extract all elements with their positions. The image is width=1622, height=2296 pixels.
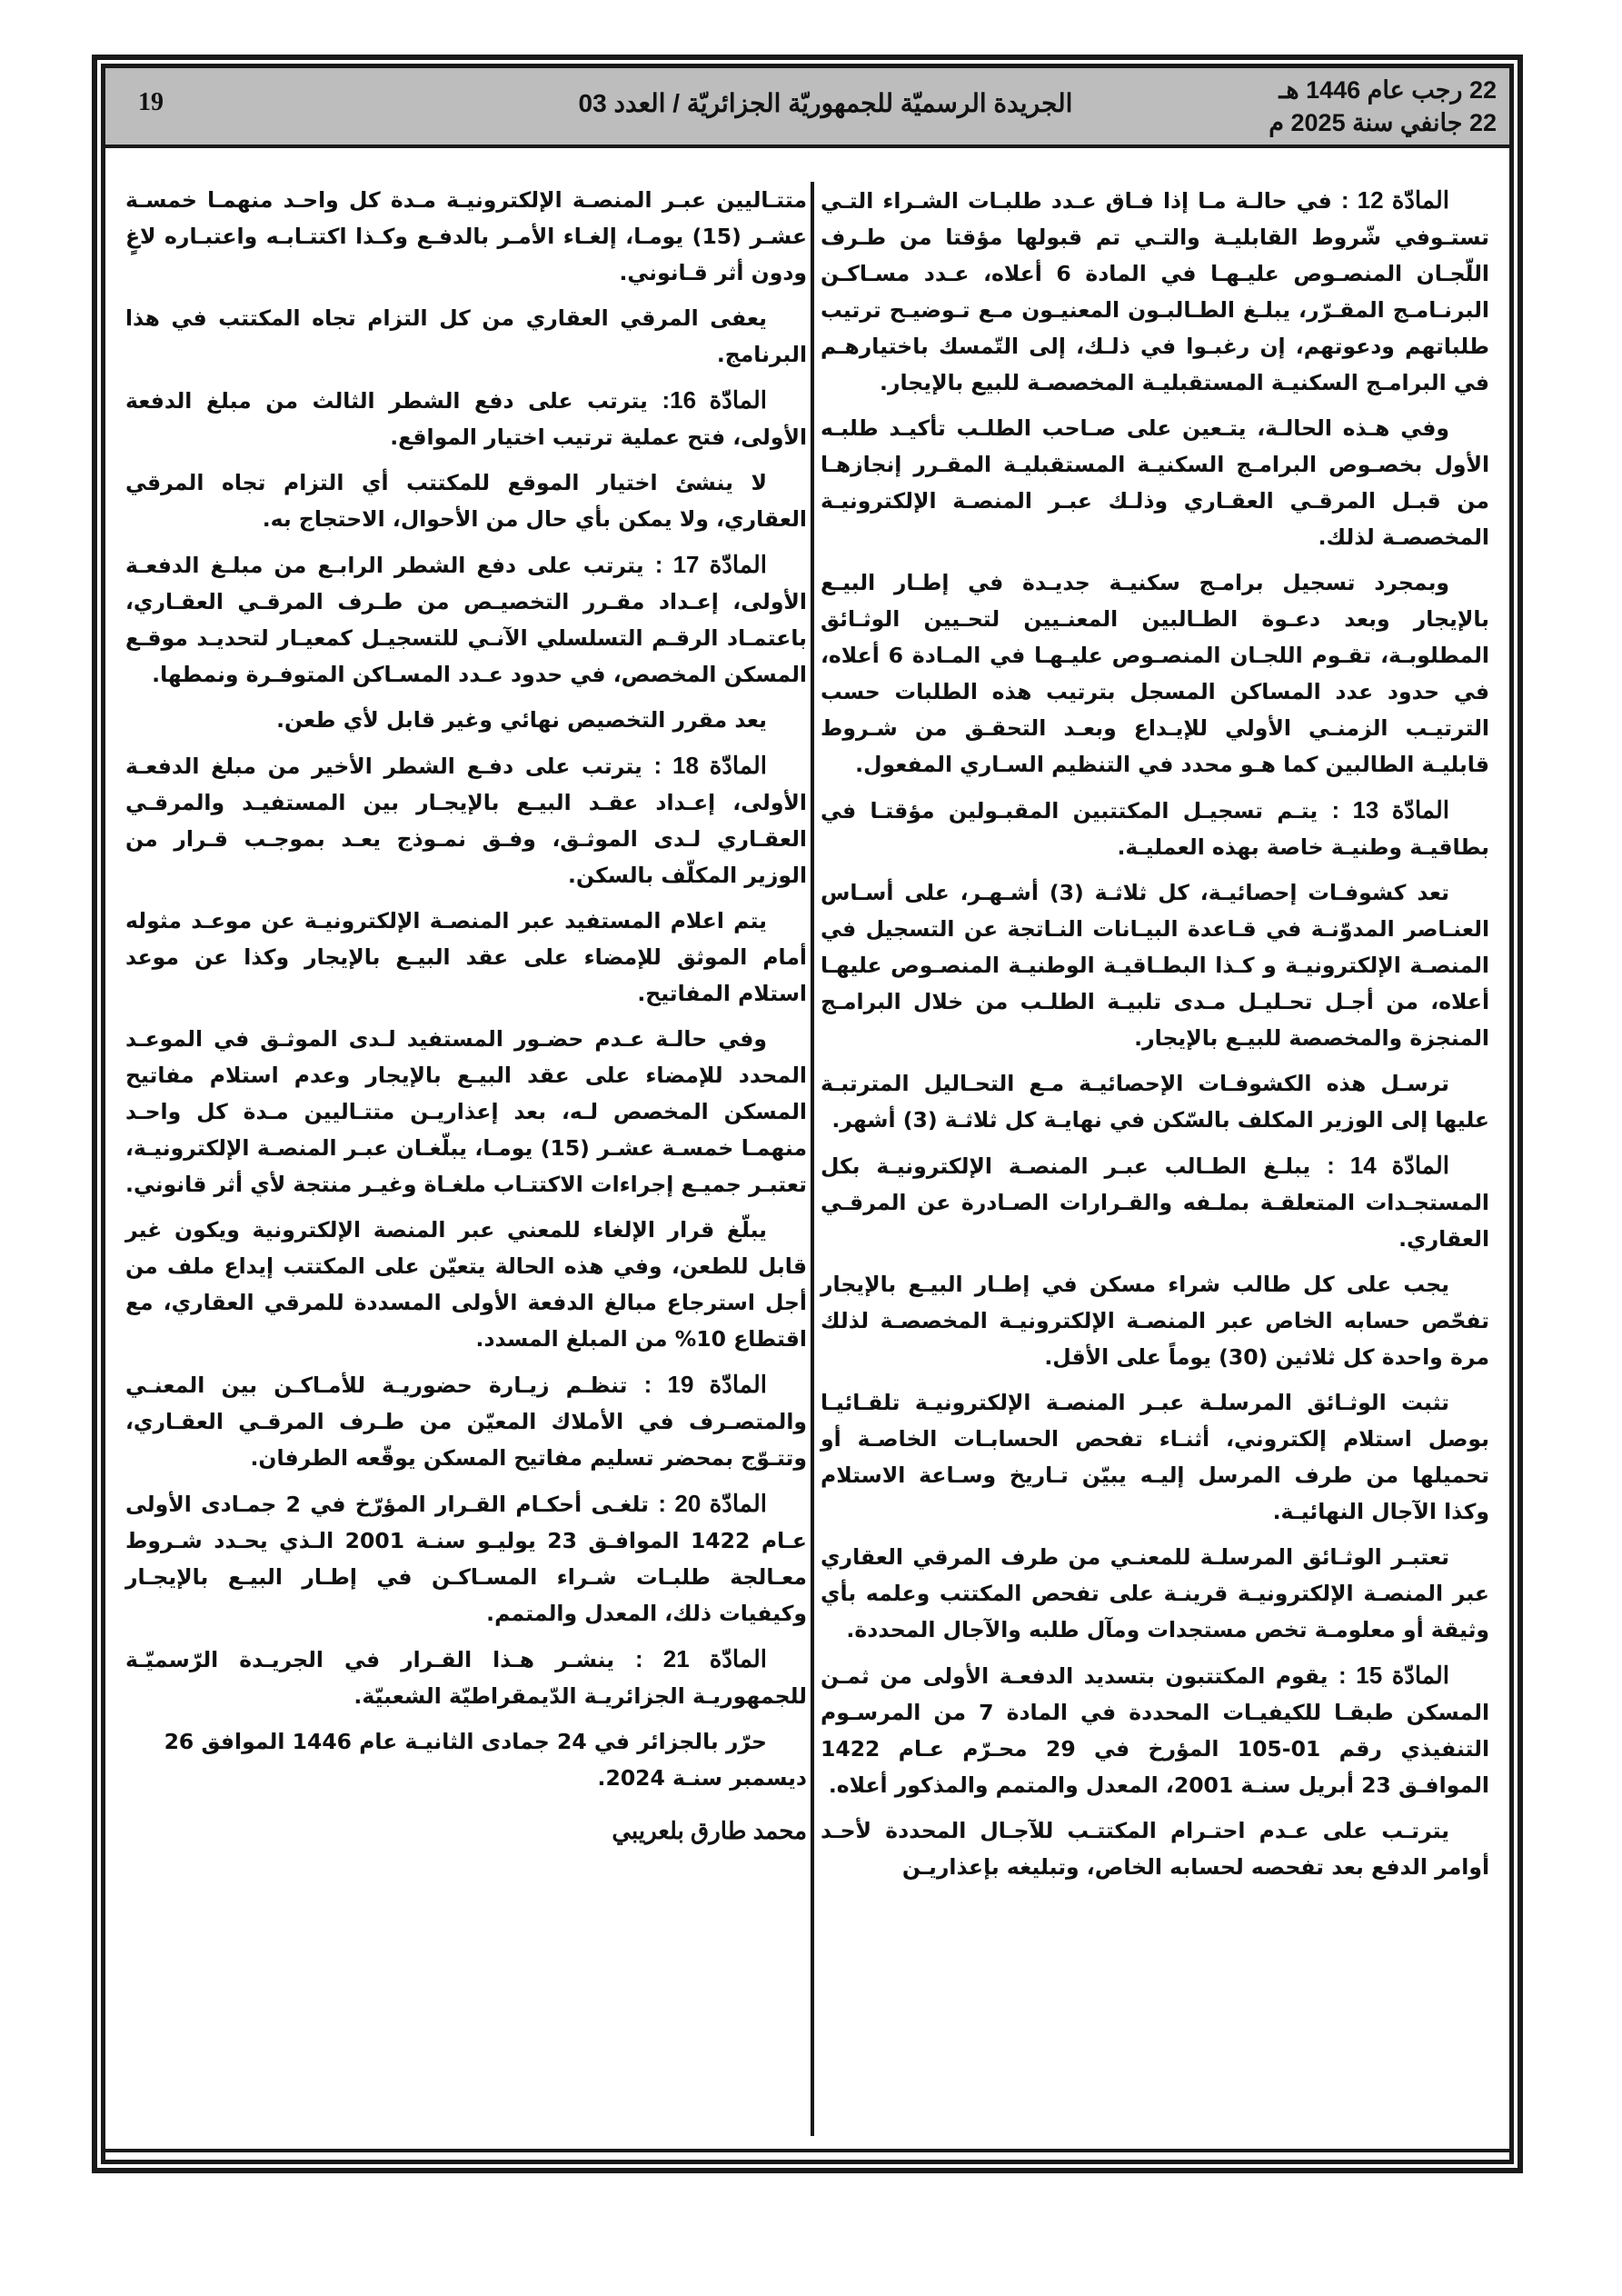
- paragraph-text: متتـاليين عبـر المنصـة الإلكترونيـة مـدة كل واحـد منهمـا خمسـة عشـر (15) يومـا، إلغـاء الأمـر بالدفـع وكـذا اكتتـابـه واعتبـاره لاغٍ ودون أثر قـانوني.: [125, 187, 807, 285]
- paragraph: [125, 903, 807, 1012]
- bottom-rule: [105, 2149, 1509, 2160]
- article-label: المادّة 14 :: [1327, 1152, 1449, 1179]
- paragraph-text: يتـم تسجيـل المكتتبين المقبـولين مؤقتـا في بطاقيـة وطنيـة خاصة بهذه العمليـة.: [821, 798, 1489, 860]
- paragraph-text: تعد كشوفـات إحصائيـة، كل ثلاثـة (3) أشـهـر، على أسـاس العنـاصر المدوّنـة في قـاعدة البيـانات النـاتجة عن التسجيل في المنصـة الإلكترونيـة و كـذا البطـاقيـة الوطنيـة المنصـوص عليهـا أعلاه، من أجـل تحـليـل مـدى تلبيـة الطلـب من خلال البرامـج المنجزة والمخصصة للبيـع بالإيجار.: [821, 880, 1489, 1051]
- article-label: المادّة 12 :: [1340, 186, 1449, 214]
- paragraph-text: وفي حالـة عـدم حضـور المستفيد لـدى الموثـق في الموعـد المحدد للإمضاء على عقد البيـع بالإيجار وعدم استلام مفاتيح المسكن المخصص لـه، بعد إعذاريـن متتـاليين مـدة كل واحـد منهمـا خمسـة عشـر (15) يومـا، يبلّغـان عبـر المنصـة الإلكترونيـة، تعتبـر جميـع إجراءات الاكتتـاب ملغـاة وغيـر منتجة لأي أثر قانوني.: [125, 1026, 807, 1197]
- article-paragraph: [821, 792, 1489, 865]
- paragraph-text: وفي هـذه الحالـة، يتـعين على صـاحب الطلـب تأكيـد طلبـه الأول بخصـوص البرامـج السكنيـة المستقبليـة المقـرر إنجازهـا من قبـل المرقـي العقـاري وذلـك عبـر المنصـة الإلكترونيـة المخصصـة لذلك.: [821, 415, 1489, 550]
- paragraph-text: يقوم المكتتبون بتسديد الدفعـة الأولى من ثمـن المسكن طبقـا للكيفيـات المحددة في المادة 7 من المرسـوم التنفيذي رقم 01-105 المؤرخ في 29 محـرّم عـام 1422 الموافـق 23 أبريل سنـة 2001، المعدل والمتمم والمذكور أعلاه.: [821, 1663, 1489, 1798]
- article-paragraph: [125, 747, 807, 893]
- paragraph-text: يبلـغ الطـالب عبـر المنصـة الإلكترونيـة بكل المستجـدات المتعلقـة بملـفه والقـرارات الصـادرة عن المرقـي العقاري.: [821, 1153, 1489, 1252]
- article-paragraph: [125, 1485, 807, 1632]
- paragraph: [125, 464, 807, 537]
- page-number: 19: [138, 88, 164, 116]
- article-label: المادّة 20 :: [658, 1490, 767, 1517]
- gazette-title: الجريدة الرسميّة للجمهوريّة الجزائريّة / العدد 03: [578, 89, 1073, 117]
- hijri-date: 22 رجب عام 1446 هـ: [1279, 76, 1497, 104]
- paragraph-text: يترتـب على عـدم احتـرام المكتتـب للآجـال المحددة لأحـد أوامر الدفع بعد تفحصه لحسابه الخاص، وتبليغه بإعذاريـن: [821, 1818, 1489, 1880]
- paragraph-text: يترتب على دفع الشطر الثالث من مبلغ الدفعة الأولى، فتح عملية ترتيب اختيار المواقع.: [125, 388, 807, 450]
- paragraph: [125, 1212, 807, 1357]
- left-column: [125, 182, 807, 1858]
- article-paragraph: [821, 182, 1489, 401]
- paragraph: [821, 1384, 1489, 1530]
- paragraph-text: وبمجرد تسجيل برامـج سكنيـة جديـدة في إطـار البيـع بالإيجار وبعد دعـوة الطـالبين المعنـيين لتحـيين الوثـائق المطلوبـة، تقـوم اللجـان المنصـوص عليـهـا في المـادة 6 أعلاه، في حدود عدد المساكن المسجل بترتيب هذه الطلبات حسب الترتيـب الزمنـي الأولي للإيـداع وبعـد التحقـق من شـروط قابليـة الطالبين كما هـو محدد في التنظيم السـاري المفعول.: [821, 570, 1489, 777]
- paragraph: [125, 1021, 807, 1203]
- paragraph-text: يتم اعلام المستفيد عبر المنصـة الإلكترونيـة عن موعـد مثوله أمام الموثق للإمضاء على عقد البيـع بالإيجار وكذا عن موعد استلام المفاتيح.: [125, 908, 807, 1006]
- paragraph-text: تثبت الوثـائق المرسلـة عبـر المنصـة الإلكترونيـة تلقـائيـا بوصل استلام إلكتروني، أثنـاء تفحص الحسابـات الخاصـة أو تحميلها من طرف المرسل إليـه يبيّن تـاريخ وسـاعة الاستلام وكذا الآجال النهائيـة.: [821, 1390, 1489, 1524]
- paragraph-text: ينشـر هـذا القـرار في الجريـدة الرّسميّـة للجمهوريـة الجزائريـة الدّيمقراطيّة الشعبيّة.: [125, 1647, 807, 1709]
- article-label: المادّة 19 :: [643, 1371, 767, 1398]
- article-label: المادّة 21 :: [635, 1645, 768, 1672]
- column-divider: [811, 182, 814, 2136]
- paragraph-text: تعتبـر الوثـائق المرسلـة للمعنـي من طرف المرقي العقاري عبر المنصـة الإلكترونيـة قرينـة على تفحص المكتتب وعلمه بأي وثيقة أو معلومـة تخص مستجدات ومآل طلبه والآجال المحددة.: [821, 1544, 1489, 1642]
- paragraph-text: حرّر بالجزائر في 24 جمادى الثانيـة عام 1446 الموافق 26 ديسمبر سنـة 2024.: [164, 1729, 807, 1791]
- paragraph-text: يترتب على دفـع الشطر الأخير من مبلغ الدفعـة الأولى، إعـداد عقـد البيـع بالإيجـار بين المستفيـد والمرقـي العقـاري لـدى الموثـق، وفـق نمـوذج يعـد بموجـب قـرار من الوزير المكلّف بالسكن.: [125, 754, 807, 888]
- paragraph-text: يترتب على دفع الشطر الرابـع من مبلـغ الدفعـة الأولى، إعـداد مقـرر التخصيـص من طـرف المرقـي العقـاري، باعتمـاد الرقـم التسلسلي الآنـي للتسجيـل كمعيـار لتحديـد موقـع المسكن المخصص، في حدود عـدد المسـاكن المتوفـرة ونمطها.: [125, 553, 807, 687]
- paragraph-text: يبلّغ قرار الإلغاء للمعني عبر المنصة الإلكترونية ويكون غير قابل للطعن، وفي هذه الحالة يتعيّن على المكتتب إيداع ملف من أجل استرجاع مبالغ الدفعة الأولى المسددة للمرقي العقاري، مع اقتطاع 10% من المبلغ المسدد.: [125, 1217, 807, 1352]
- page-frame-inner: [101, 64, 1514, 2164]
- article-label: المادّة 15 :: [1338, 1662, 1450, 1689]
- paragraph-text: في حالـة مـا إذا فـاق عـدد طلبـات الشـراء التـي تستـوفي شّروط القابليـة والتـي تم قبولها مؤقتا من طـرف اللّجـان المنصـوص عليـهـا في المادة 6 أعلاه، عـدد مسـاكـن البرنـامـج المقـرّر، يبلـغ الطـالبـون المعنيـون مـع تـوضيـح ترتيب طلباتهم ودعوتهم، إن رغبـوا في ذلـك، إلى التّمسك باختيارهـم في البرامـج السكنيـة المستقبليـة المخصصـة للبيع بالإيجار.: [821, 188, 1489, 395]
- paragraph-text: ترسـل هذه الكشوفـات الإحصائيـة مـع التحـاليل المترتبـة عليها إلى الوزير المكلف بالسّكن في نهايـة كل ثلاثـة (3) أشهر.: [821, 1071, 1489, 1133]
- paragraph: [821, 564, 1489, 783]
- gregorian-date: 22 جانفي سنة 2025 م: [1269, 109, 1497, 136]
- article-label: المادّة 16:: [662, 386, 767, 414]
- paragraph-text: يعفى المرقي العقاري من كل التزام تجاه المكتتب في هذا البرنامج.: [125, 305, 807, 367]
- page-frame-outer: [92, 55, 1523, 2173]
- signature-name: محمد طارق بلعريبي: [612, 1817, 807, 1844]
- article-paragraph: [125, 382, 807, 455]
- right-column: [821, 182, 1489, 1894]
- gazette-header: [105, 68, 1509, 148]
- article-label: المادّة 17 :: [654, 551, 767, 578]
- paragraph-text: يعد مقرر التخصيص نهائي وغير قابل لأي طعن.: [276, 707, 767, 733]
- paragraph: [125, 702, 807, 738]
- paragraph-text: تلغـى أحكـام القـرار المؤرّخ في 2 جمـادى الأولى عـام 1422 الموافـق 23 يوليـو سنـة 2001 الـذي يحـدد شـروط معـالجة طلبـات شـراء المسـاكـن في إطـار البيـع بالإيجـار وكيفيات ذلك، المعدل والمتمم.: [125, 1492, 807, 1626]
- paragraph: [821, 1266, 1489, 1375]
- paragraph: [821, 1539, 1489, 1648]
- paragraph: [125, 300, 807, 373]
- article-paragraph: [125, 546, 807, 693]
- paragraph: [821, 410, 1489, 555]
- article-label: المادّة 18 :: [653, 752, 767, 779]
- article-paragraph: [821, 1147, 1489, 1257]
- paragraph-text: يجب على كل طالب شراء مسكن في إطـار البيـع بالإيجار تفحّص حسابه الخاص عبر المنصـة الإلكترونيـة المخصصـة لذلك مرة واحدة كل ثلاثين (30) يوماً على الأقل.: [821, 1272, 1489, 1370]
- paragraph: [821, 874, 1489, 1056]
- paragraph-text: تنظـم زيـارة حضوريـة للأمـاكـن بين المعنـي والمتصـرف في الأملاك المعيّن من طـرف المرقـي العقـاري، وتتـوّج بمحضر تسليم مفاتيح المسكن يوقّعه الطرفان.: [125, 1373, 807, 1471]
- article-label: المادّة 13 :: [1331, 796, 1450, 824]
- paragraph-text: لا ينشئ اختيار الموقع للمكتتب أي التزام تجاه المرقي العقاري، ولا يمكن بأي حال من الأحوال، الاحتجاج به.: [125, 470, 807, 532]
- article-paragraph: [125, 1641, 807, 1714]
- paragraph: [125, 182, 807, 291]
- article-paragraph: [821, 1657, 1489, 1803]
- article-paragraph: [125, 1366, 807, 1476]
- paragraph: [821, 1065, 1489, 1138]
- paragraph: [821, 1812, 1489, 1885]
- paragraph: [125, 1723, 807, 1796]
